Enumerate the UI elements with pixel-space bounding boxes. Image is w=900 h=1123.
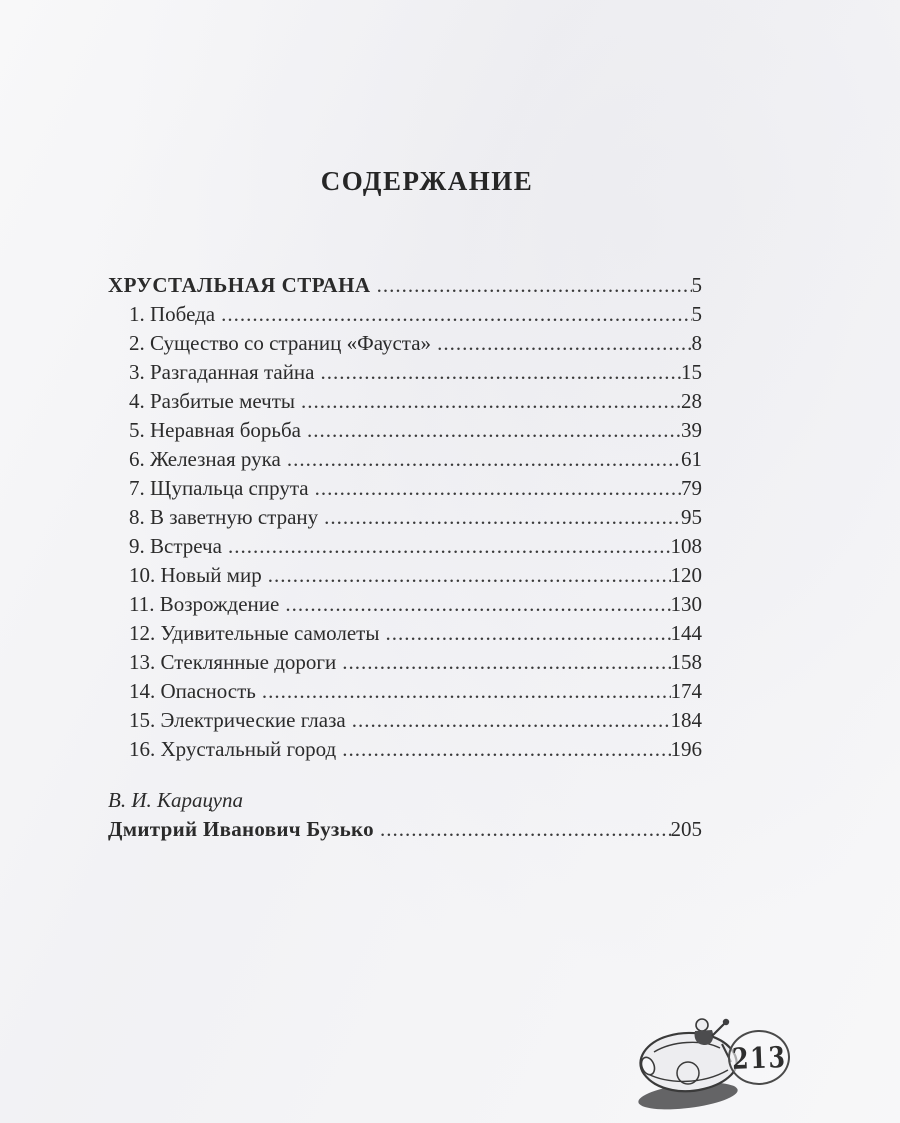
- author-note: В. И. Карацупа: [108, 788, 243, 812]
- toc-chapter-row: [108, 416, 702, 445]
- toc-chapter-label: 9. Встреча: [129, 534, 222, 558]
- dot-leader: [307, 416, 681, 445]
- toc-chapter-page: 8: [691, 331, 702, 355]
- dot-leader: [380, 815, 671, 844]
- toc-author-label: Дмитрий Иванович Бузько: [108, 817, 374, 841]
- toc-chapter-page: 95: [681, 505, 702, 529]
- toc-chapter-label: 5. Неравная борьба: [129, 418, 301, 442]
- toc-chapter-row: [108, 503, 702, 532]
- page-number-oval: [727, 1029, 791, 1086]
- toc-chapter-page: 108: [670, 534, 702, 558]
- toc-chapter-row: [108, 532, 702, 561]
- page-title: СОДЕРЖАНИЕ: [320, 166, 534, 196]
- toc-chapter-label: 16. Хрустальный город: [129, 737, 337, 761]
- page-number: 213: [731, 1039, 787, 1076]
- toc-chapter-label: 15. Электрические глаза: [129, 708, 346, 732]
- footer-vignette: [632, 1008, 802, 1113]
- toc-chapter-row: [108, 387, 702, 416]
- toc-chapter-label: 7. Щупальца спрута: [129, 476, 309, 500]
- toc-content: [108, 166, 702, 844]
- toc-chapter-page: 79: [681, 476, 702, 500]
- toc-chapter-label: 3. Разгаданная тайна: [129, 360, 315, 384]
- dot-leader: [321, 358, 682, 387]
- toc-chapter-page: 39: [681, 418, 702, 442]
- toc-chapter-label: 10. Новый мир: [129, 563, 262, 587]
- author-block: [108, 785, 702, 844]
- toc-chapter-row: [108, 445, 702, 474]
- toc-chapter-page: 184: [670, 708, 702, 732]
- dot-leader: [377, 271, 692, 300]
- dot-leader: [268, 561, 671, 590]
- toc-chapter-row: [108, 648, 702, 677]
- toc-chapter-label: 1. Победа: [129, 302, 216, 326]
- toc-chapter-row: [108, 561, 702, 590]
- toc-chapter-label: 2. Существо со страниц «Фауста»: [129, 331, 432, 355]
- dot-leader: [342, 648, 670, 677]
- toc-chapter-label: 12. Удивительные самолеты: [129, 621, 380, 645]
- dot-leader: [228, 532, 671, 561]
- toc-chapter-page: 5: [691, 302, 702, 326]
- toc-chapter-page: 158: [670, 650, 702, 674]
- toc-chapter-row: [108, 300, 702, 329]
- toc-chapter-row: [108, 590, 702, 619]
- toc-section-page: 5: [691, 273, 702, 297]
- toc-chapter-page: 144: [670, 621, 702, 645]
- toc-chapter-row: [108, 735, 702, 764]
- toc-chapter-label: 6. Железная рука: [129, 447, 281, 471]
- dot-leader: [385, 619, 670, 648]
- dot-leader: [324, 503, 681, 532]
- toc-chapter-label: 8. В заветную страну: [129, 505, 319, 529]
- toc-chapter-label: 14. Опасность: [129, 679, 256, 703]
- toc-chapter-page: 130: [670, 592, 702, 616]
- toc-chapter-page: 174: [670, 679, 702, 703]
- dot-leader: [262, 677, 671, 706]
- toc-chapter-page: 61: [681, 447, 702, 471]
- toc-chapter-list: [108, 300, 702, 764]
- dot-leader: [301, 387, 681, 416]
- dot-leader: [352, 706, 671, 735]
- toc-chapter-row: [108, 619, 702, 648]
- dot-leader: [287, 445, 681, 474]
- dot-leader: [342, 735, 670, 764]
- toc-chapter-page: 15: [681, 360, 702, 384]
- toc-author-row: [108, 815, 702, 844]
- toc-chapter-label: 11. Возрождение: [129, 592, 280, 616]
- toc-section-row: [108, 271, 702, 300]
- toc-chapter-row: [108, 677, 702, 706]
- table-of-contents: [108, 271, 702, 844]
- toc-chapter-label: 13. Стеклянные дороги: [129, 650, 337, 674]
- toc-chapter-label: 4. Разбитые мечты: [129, 389, 296, 413]
- toc-chapter-row: [108, 706, 702, 735]
- dot-leader: [315, 474, 681, 503]
- toc-author-page: 205: [670, 817, 702, 841]
- dot-leader: [221, 300, 691, 329]
- toc-chapter-page: 196: [670, 737, 702, 761]
- toc-chapter-page: 28: [681, 389, 702, 413]
- toc-chapter-page: 120: [670, 563, 702, 587]
- toc-section-label: ХРУСТАЛЬНАЯ СТРАНА: [108, 273, 371, 297]
- toc-chapter-row: [108, 358, 702, 387]
- toc-chapter-row: [108, 329, 702, 358]
- dot-leader: [437, 329, 691, 358]
- dot-leader: [285, 590, 670, 619]
- toc-chapter-row: [108, 474, 702, 503]
